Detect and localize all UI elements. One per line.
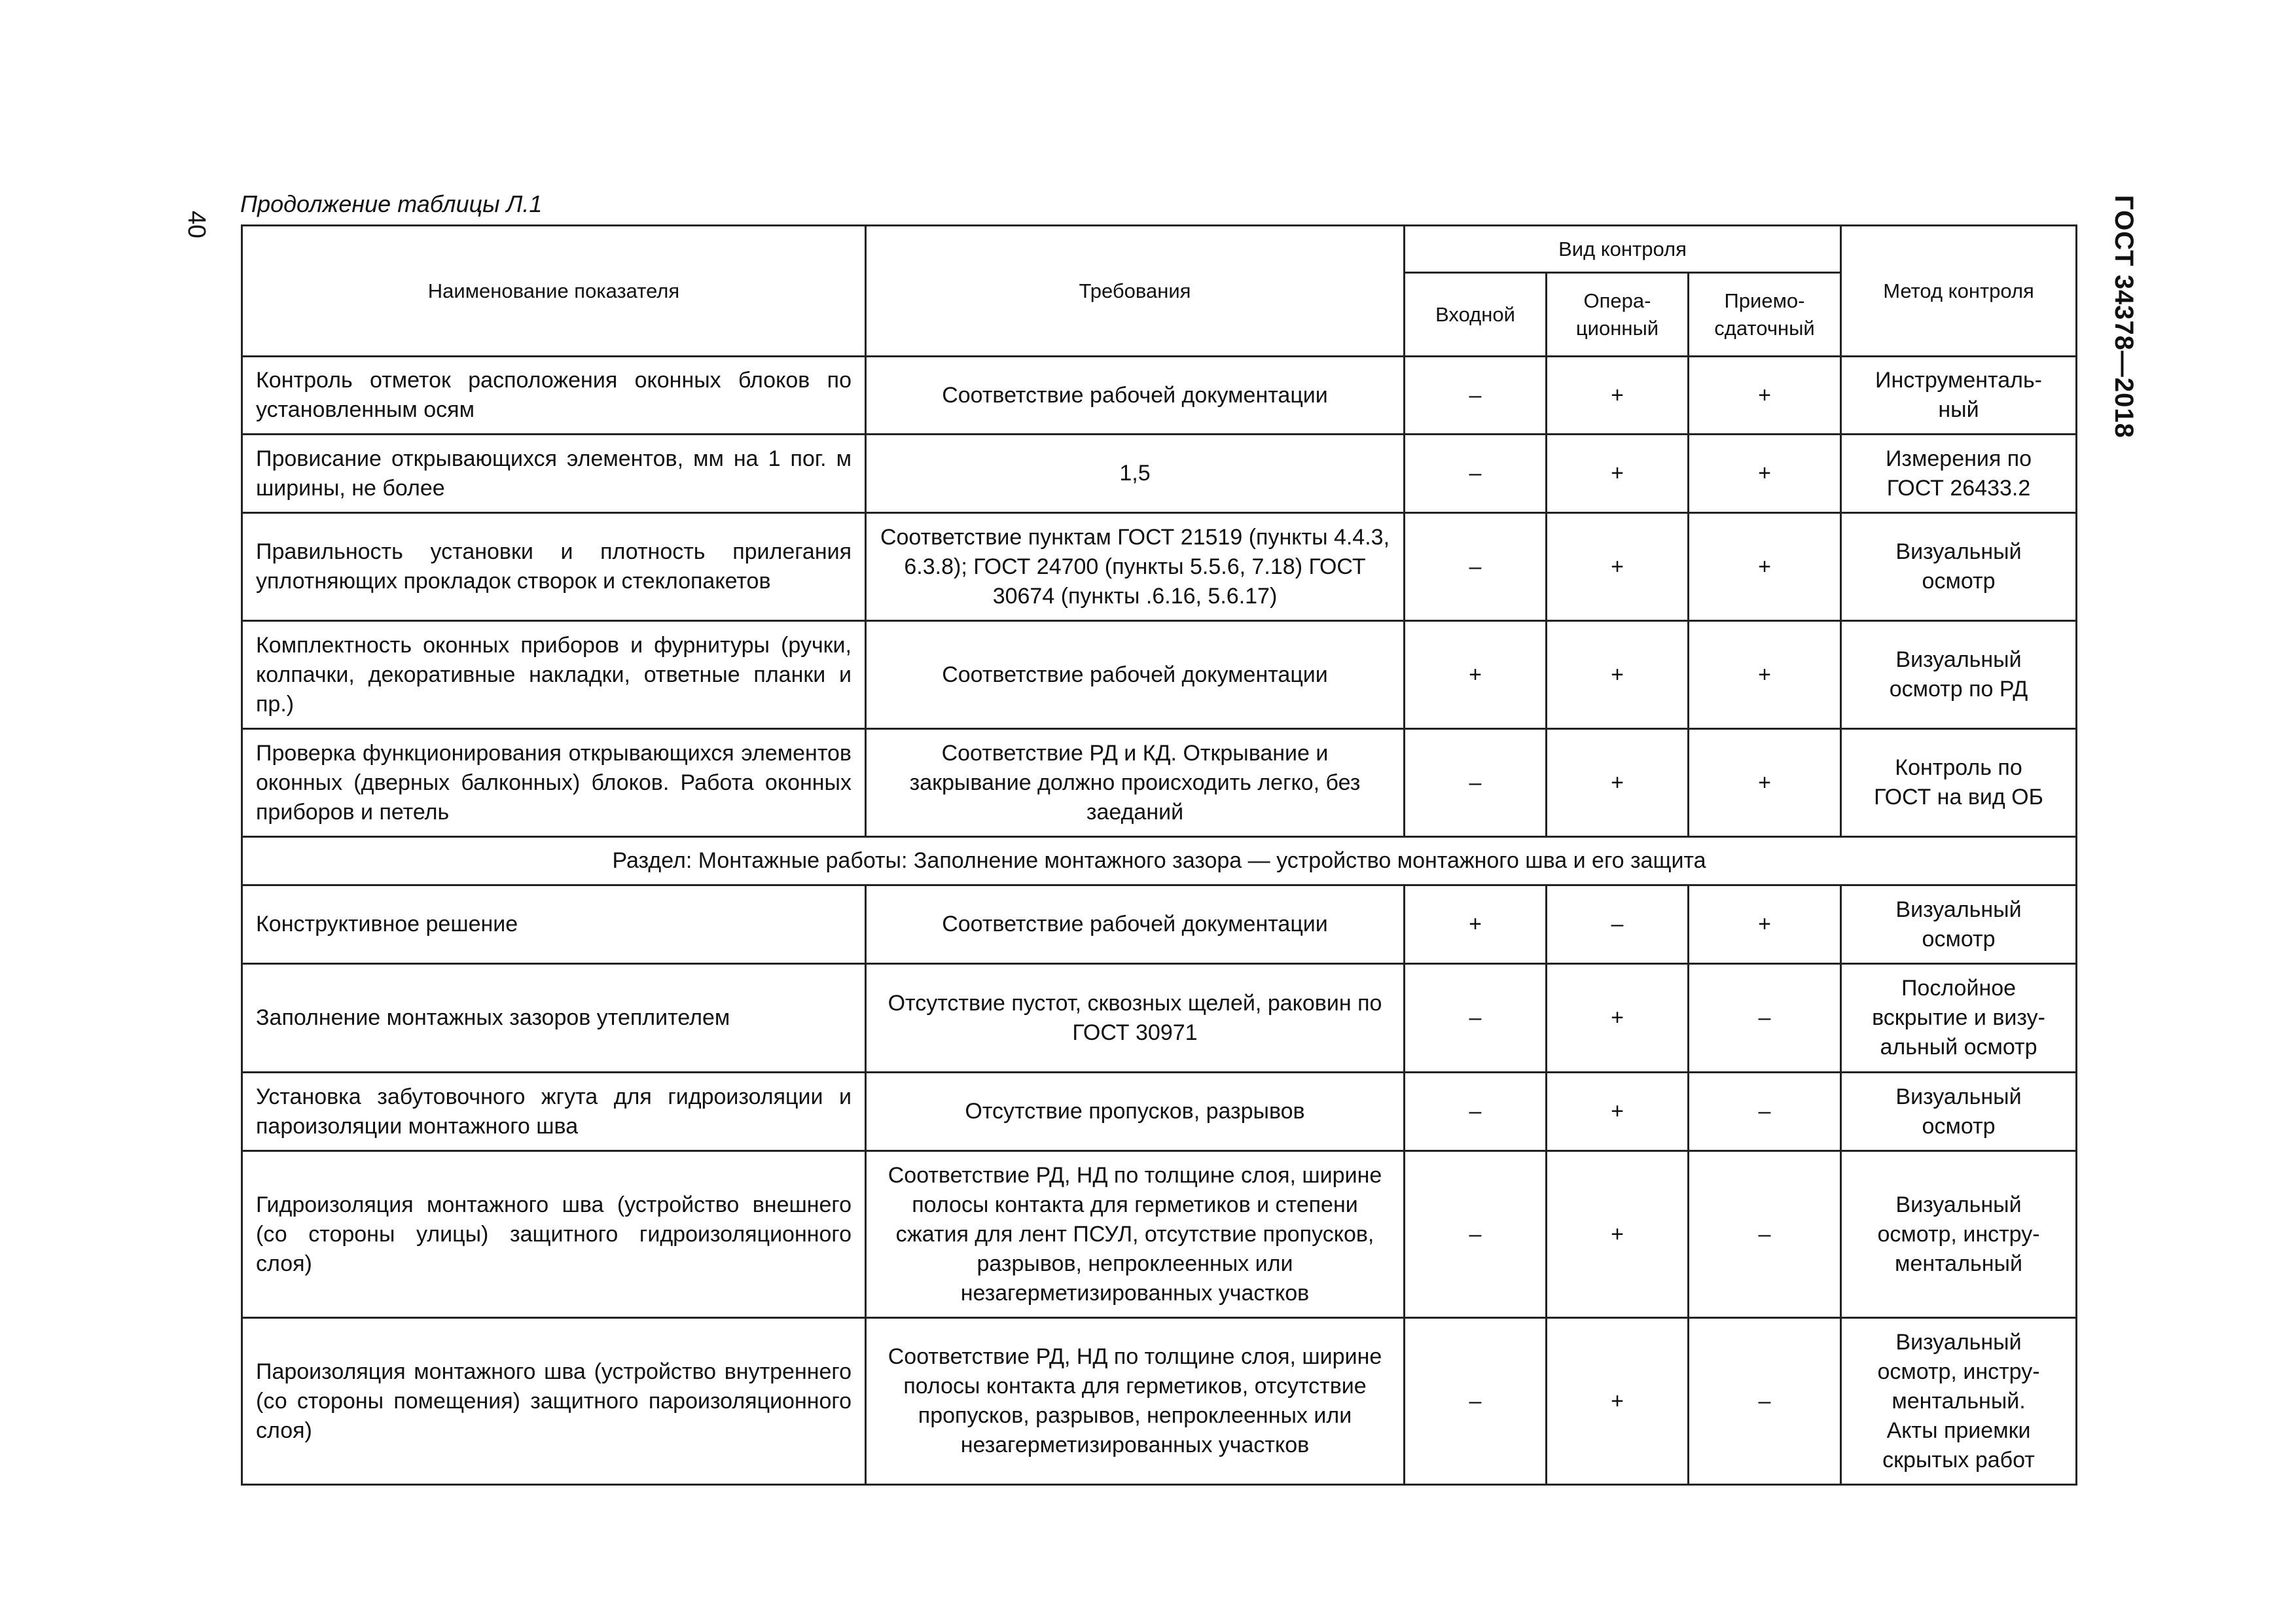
row-requirements: Соответствие РД, НД по толщине слоя, ширине полосы контакта для герметиков, отсутствие пропусков, разрывов, непроклеенных или незагерметизированных участков	[866, 1318, 1405, 1485]
control-table	[241, 224, 2077, 1486]
row-indicator: Контроль отметок расположения оконных блоков по установленным осям	[242, 357, 866, 435]
row-indicator: Комплектность оконных приборов и фурнитуры (ручки, колпачки, декоративные накладки, ответные планки и пр.)	[242, 621, 866, 729]
row-indicator: Установка забутовочного жгута для гидроизоляции и пароизоляции монтажного шва	[242, 1073, 866, 1151]
table-row	[242, 357, 2077, 435]
row-method: Визуальный осмотр по РД	[1841, 621, 2077, 729]
page-number: 40	[183, 210, 210, 239]
section-title: Раздел: Монтажные работы: Заполнение монтажного зазора — устройство монтажного шва и его защита	[242, 837, 2077, 885]
row-method: Визуальный осмотр, инстру- ментальный	[1841, 1151, 2077, 1318]
row-acceptance: –	[1689, 1073, 1841, 1151]
row-operational: +	[1547, 513, 1689, 621]
row-acceptance: +	[1689, 729, 1841, 837]
row-acceptance: –	[1689, 964, 1841, 1073]
row-operational: –	[1547, 885, 1689, 964]
table-row	[242, 1073, 2077, 1151]
row-incoming: –	[1405, 1151, 1547, 1318]
row-requirements: Соответствие рабочей документации	[866, 621, 1405, 729]
row-indicator: Проверка функционирования открывающихся элементов оконных (дверных балконных) блоков. Работа оконных приборов и петель	[242, 729, 866, 837]
header-indicator: Наименование показателя	[242, 226, 866, 357]
row-acceptance: +	[1689, 357, 1841, 435]
document-code: ГОСТ 34378—2018	[2109, 195, 2138, 438]
row-incoming: –	[1405, 1318, 1547, 1485]
table-row	[242, 513, 2077, 621]
row-indicator: Конструктивное решение	[242, 885, 866, 964]
row-incoming: –	[1405, 964, 1547, 1073]
row-operational: +	[1547, 1151, 1689, 1318]
table-row	[242, 621, 2077, 729]
row-indicator: Пароизоляция монтажного шва (устройство внутреннего (со стороны помещения) защитного пароизоляционного слоя)	[242, 1318, 866, 1485]
table-row	[242, 964, 2077, 1073]
row-incoming: +	[1405, 621, 1547, 729]
row-method: Визуальный осмотр	[1841, 885, 2077, 964]
row-requirements: Соответствие РД и КД. Открывание и закрывание должно происходить легко, без заеданий	[866, 729, 1405, 837]
row-method: Визуальный осмотр, инстру- ментальный. Акты приемки скрытых работ	[1841, 1318, 2077, 1485]
header-operational: Опера- ционный	[1547, 273, 1689, 357]
row-operational: +	[1547, 964, 1689, 1073]
row-operational: +	[1547, 729, 1689, 837]
row-requirements: Отсутствие пустот, сквозных щелей, раковин по ГОСТ 30971	[866, 964, 1405, 1073]
row-indicator: Провисание открывающихся элементов, мм на 1 пог. м ширины, не более	[242, 435, 866, 513]
row-acceptance: +	[1689, 885, 1841, 964]
row-operational: +	[1547, 357, 1689, 435]
row-method: Послойное вскрытие и визу- альный осмотр	[1841, 964, 2077, 1073]
table-row	[242, 1318, 2077, 1485]
table-row	[242, 435, 2077, 513]
row-indicator: Заполнение монтажных зазоров утеплителем	[242, 964, 866, 1073]
row-indicator: Гидроизоляция монтажного шва (устройство внешнего (со стороны улицы) защитного гидроизоляционного слоя)	[242, 1151, 866, 1318]
row-incoming: –	[1405, 1073, 1547, 1151]
row-requirements: Соответствие рабочей документации	[866, 357, 1405, 435]
row-acceptance: –	[1689, 1318, 1841, 1485]
row-acceptance: +	[1689, 435, 1841, 513]
row-requirements: Соответствие РД, НД по толщине слоя, ширине полосы контакта для герметиков и степени сжатия для лент ПСУЛ, отсутствие пропусков, разрывов, непроклеенных или незагерметизированных участков	[866, 1151, 1405, 1318]
row-requirements: Отсутствие пропусков, разрывов	[866, 1073, 1405, 1151]
row-method: Визуальный осмотр	[1841, 1073, 2077, 1151]
row-incoming: –	[1405, 357, 1547, 435]
row-indicator: Правильность установки и плотность прилегания уплотняющих прокладок створок и стеклопакетов	[242, 513, 866, 621]
header-incoming: Входной	[1405, 273, 1547, 357]
table-row	[242, 885, 2077, 964]
row-method: Визуальный осмотр	[1841, 513, 2077, 621]
table-row	[242, 729, 2077, 837]
row-requirements: Соответствие пунктам ГОСТ 21519 (пункты 4.4.3, 6.3.8); ГОСТ 24700 (пункты 5.5.6, 7.18) ГОСТ 30674 (пункты .6.16, 5.6.17)	[866, 513, 1405, 621]
row-incoming: +	[1405, 885, 1547, 964]
row-acceptance: +	[1689, 513, 1841, 621]
section-row	[242, 837, 2077, 885]
header-acceptance: Приемо- сдаточный	[1689, 273, 1841, 357]
row-incoming: –	[1405, 513, 1547, 621]
table-caption: Продолжение таблицы Л.1	[240, 190, 543, 217]
row-requirements: 1,5	[866, 435, 1405, 513]
header-control-type: Вид контроля	[1405, 226, 1841, 273]
row-method: Инструменталь- ный	[1841, 357, 2077, 435]
header-method: Метод контроля	[1841, 226, 2077, 357]
row-operational: +	[1547, 435, 1689, 513]
row-operational: +	[1547, 1073, 1689, 1151]
row-operational: +	[1547, 621, 1689, 729]
row-acceptance: –	[1689, 1151, 1841, 1318]
row-incoming: –	[1405, 729, 1547, 837]
row-requirements: Соответствие рабочей документации	[866, 885, 1405, 964]
row-operational: +	[1547, 1318, 1689, 1485]
row-method: Измерения по ГОСТ 26433.2	[1841, 435, 2077, 513]
row-method: Контроль по ГОСТ на вид ОБ	[1841, 729, 2077, 837]
row-incoming: –	[1405, 435, 1547, 513]
header-requirements: Требования	[866, 226, 1405, 357]
row-acceptance: +	[1689, 621, 1841, 729]
table-row	[242, 1151, 2077, 1318]
